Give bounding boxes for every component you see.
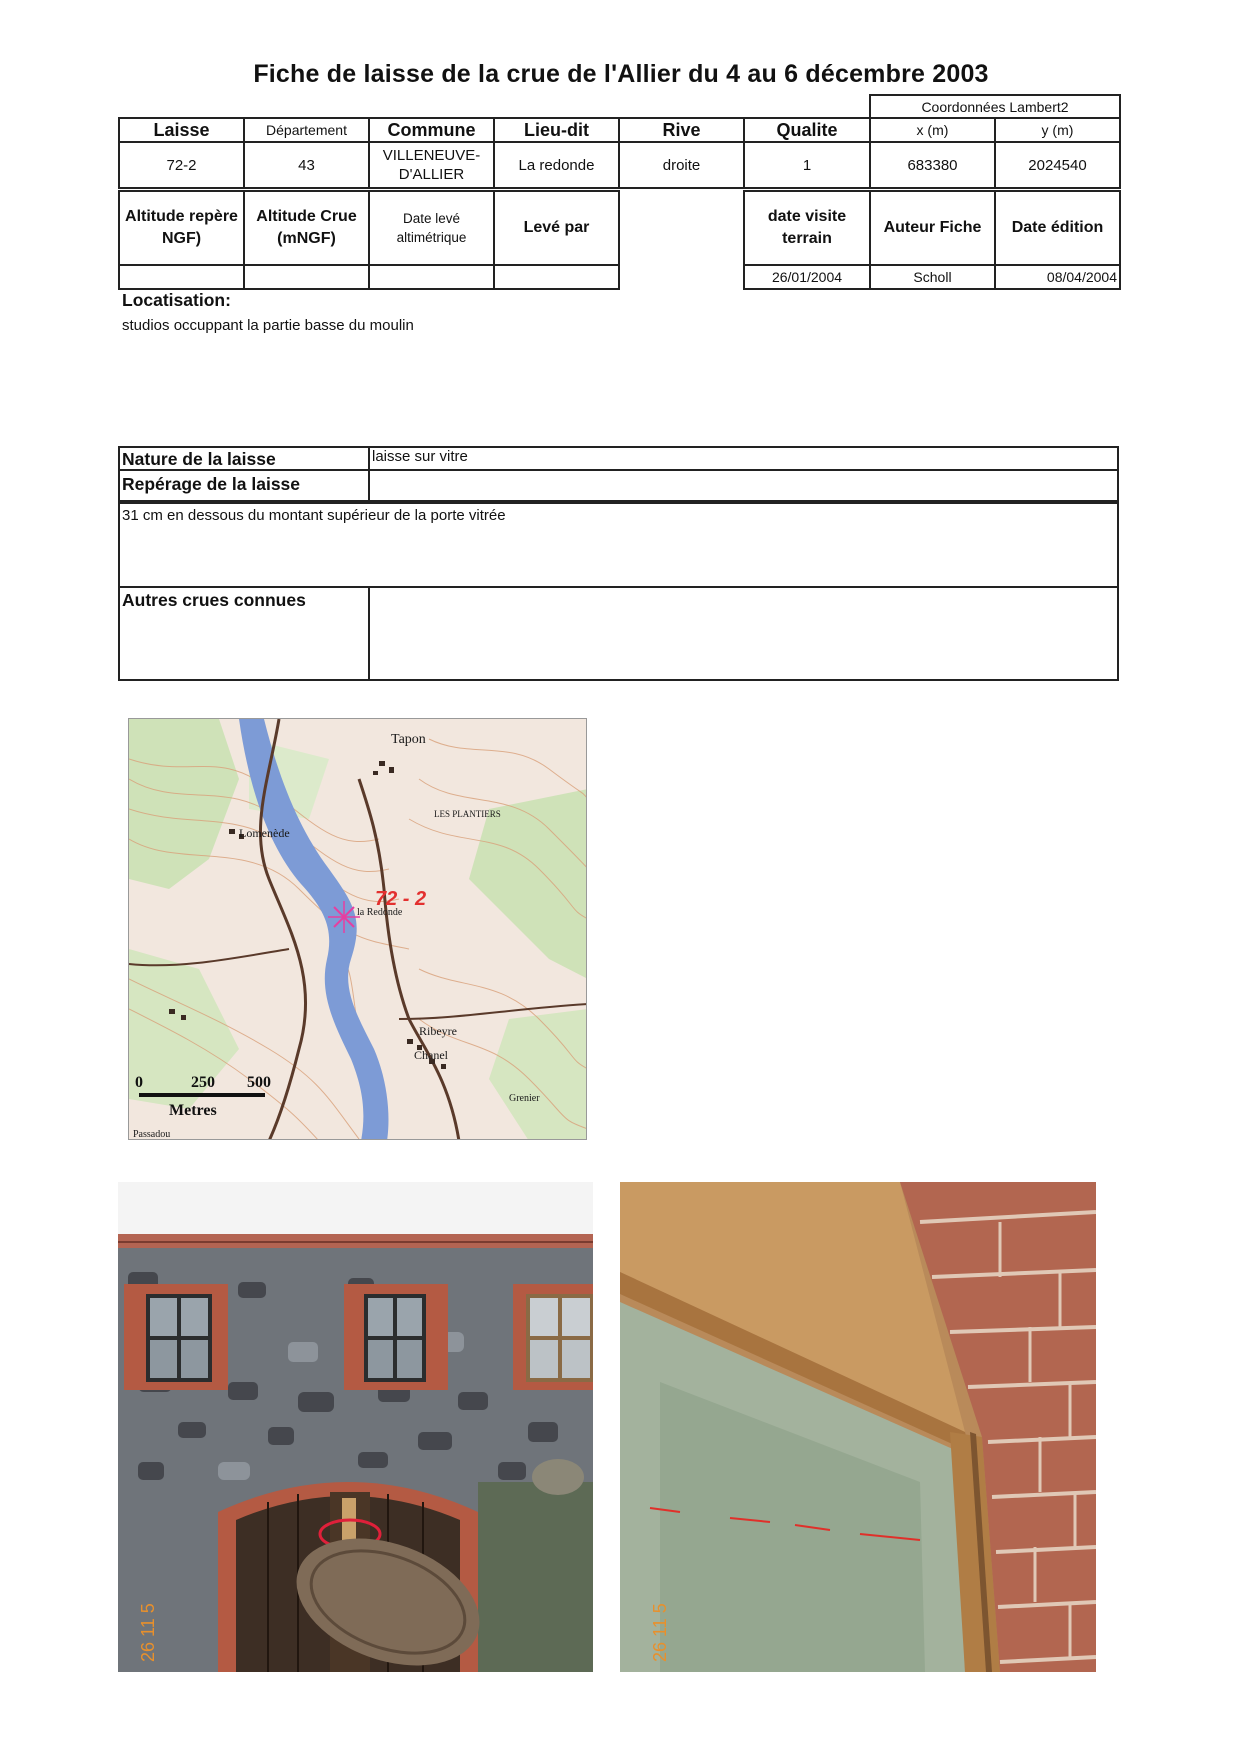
photo-left-date-stamp: 26 11 5 xyxy=(138,1603,158,1662)
page-title: Fiche de laisse de la crue de l'Allier du 4 au 6 décembre 2003 xyxy=(253,60,989,88)
scale-tick-0: 0 xyxy=(135,1074,143,1091)
header-x: x (m) xyxy=(870,118,995,142)
header-date-visite: date visite terrain xyxy=(744,191,870,265)
value-altitude-repere xyxy=(119,265,244,289)
autres-divider xyxy=(368,586,370,681)
scale-bar xyxy=(139,1093,265,1097)
header-date-edition: Date édition xyxy=(995,191,1120,265)
nature-value: laisse sur vitre xyxy=(372,448,468,465)
nature-label: Nature de la laisse xyxy=(122,449,276,469)
value-altitude-crue xyxy=(244,265,369,289)
map-marker-label: 72 - 2 xyxy=(375,888,427,910)
topographic-map xyxy=(128,718,587,1140)
scale-tick-500: 500 xyxy=(247,1074,271,1091)
autres-label: Autres crues connues xyxy=(122,590,306,610)
photo-right-date-stamp: 26 11 5 xyxy=(650,1603,670,1662)
value-departement: 43 xyxy=(244,142,369,188)
reperage-description: 31 cm en dessous du montant supérieur de la porte vitrée xyxy=(122,507,506,524)
map-label-chanel: Chanel xyxy=(414,1048,448,1062)
value-auteur: Scholl xyxy=(870,265,995,289)
map-label-grenier: Grenier xyxy=(509,1093,540,1104)
map-label-redonde: la Redonde xyxy=(357,907,403,918)
value-qualite: 1 xyxy=(744,142,870,188)
value-rive: droite xyxy=(619,142,744,188)
localisation-text: studios occuppant la partie basse du moulin xyxy=(122,317,414,334)
value-date-visite: 26/01/2004 xyxy=(744,265,870,289)
building-image xyxy=(118,1182,593,1672)
header-lieu-dit: Lieu-dit xyxy=(494,118,619,142)
coords-header: Coordonnées Lambert2 xyxy=(870,95,1120,118)
value-y: 2024540 xyxy=(995,142,1120,188)
value-commune: VILLENEUVE-D'ALLIER xyxy=(369,142,494,188)
window-frame-image xyxy=(620,1182,1096,1672)
map-label-ribeyre: Ribeyre xyxy=(419,1024,457,1038)
photo-building xyxy=(118,1182,593,1672)
scale-tick-250: 250 xyxy=(191,1074,215,1091)
header-departement: Département xyxy=(244,118,369,142)
header-altitude-crue: Altitude Crue (mNGF) xyxy=(244,191,369,265)
header-qualite: Qualite xyxy=(744,118,870,142)
scale-unit: Metres xyxy=(169,1102,217,1119)
value-laisse: 72-2 xyxy=(119,142,244,188)
map-label-plantiers: LES PLANTIERS xyxy=(434,809,501,819)
header-auteur: Auteur Fiche xyxy=(870,191,995,265)
map-image xyxy=(129,719,587,1140)
photo-window-frame xyxy=(620,1182,1096,1672)
value-leve-par xyxy=(494,265,619,289)
map-label-tapon: Tapon xyxy=(391,732,426,747)
value-date-edition: 08/04/2004 xyxy=(995,265,1120,289)
header-laisse: Laisse xyxy=(119,118,244,142)
header-altitude-repere: Altitude repère NGF) xyxy=(119,191,244,265)
value-date-leve xyxy=(369,265,494,289)
map-label-lomenede: Lomenède xyxy=(239,826,290,840)
header-commune: Commune xyxy=(369,118,494,142)
reperage-label: Repérage de la laisse xyxy=(122,474,301,494)
header-y: y (m) xyxy=(995,118,1120,142)
value-lieu-dit: La redonde xyxy=(494,142,619,188)
header-table-identification xyxy=(118,94,1121,189)
localisation-label: Locatisation: xyxy=(122,290,231,310)
header-rive: Rive xyxy=(619,118,744,142)
header-date-leve: Date levé altimétrique xyxy=(369,191,494,265)
value-x: 683380 xyxy=(870,142,995,188)
map-label-passadou: Passadou xyxy=(133,1129,171,1140)
header-table-altitude xyxy=(118,190,1121,290)
header-leve-par: Levé par xyxy=(494,191,619,265)
